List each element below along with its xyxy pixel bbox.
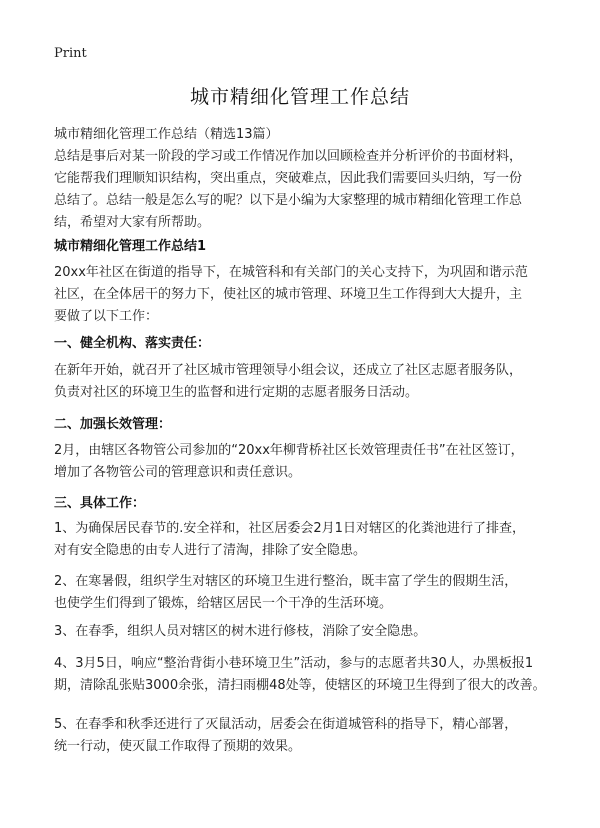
intro-line: 结，希望对大家有所帮助。 [54, 215, 211, 230]
list-item-line: 1、为确保居民春节的.安全祥和，社区居委会2月1日对辖区的化粪池进行了排查， [54, 521, 525, 536]
paragraph-line: 负责对社区的环境卫生的监督和进行定期的志愿者服务日活动。 [54, 385, 419, 400]
list-item-3 [54, 621, 554, 643]
intro-paragraph [54, 146, 554, 234]
list-item-line: 统一行动，使灭鼠工作取得了预期的效果。 [54, 739, 302, 754]
list-item-line: 4、3月5日，响应“整治背街小巷环境卫生”活动，参与的志愿者共30人，办黑板报1 [54, 656, 534, 671]
heading-1: 一、健全机构、落实责任： [54, 336, 211, 351]
subtitle: 城市精细化管理工作总结（精选13篇） [54, 127, 279, 142]
paragraph-2 [54, 440, 554, 484]
paragraph-line: 增加了各物管公司的管理意识和责任意识。 [54, 465, 302, 480]
list-item-line: 3、在春季，组织人员对辖区的树木进行修枝，消除了安全隐患。 [54, 624, 427, 639]
list-item-line: 也使学生们得到了锻炼，给辖区居民一个干净的生活环境。 [54, 596, 393, 611]
intro-line: 总结是事后对某一阶段的学习或工作情况作加以回顾检查并分析评价的书面材料， [54, 149, 523, 164]
section-intro-line: 要做了以下工作： [54, 309, 159, 324]
section-title: 城市精细化管理工作总结1 [54, 239, 207, 254]
paragraph-1 [54, 360, 554, 404]
heading-2: 二、加强长效管理： [54, 417, 172, 432]
list-item-line: 2、在寒暑假，组织学生对辖区的环境卫生进行整治，既丰富了学生的假期生活， [54, 574, 518, 589]
paragraph-line: 2月，由辖区各物管公司参加的“20xx年柳背桥社区长效管理责任书”在社区签订， [54, 443, 524, 458]
list-item-2 [54, 571, 554, 615]
section-intro-paragraph [54, 262, 554, 328]
list-item-line: 5、在春季和秋季还进行了灭鼠活动，居委会在街道城管科的指导下，精心部署， [54, 717, 518, 732]
print-label: Print [54, 46, 87, 61]
list-item-1 [54, 518, 554, 562]
paragraph-line: 在新年开始，就召开了社区城市管理领导小组会议，还成立了社区志愿者服务队， [54, 363, 523, 378]
section-intro-line: 社区，在全体居干的努力下，使社区的城市管理、环境卫生工作得到大大提升，主 [54, 287, 523, 302]
list-item-4 [54, 653, 554, 697]
heading-3: 三、具体工作： [54, 496, 146, 511]
list-item-line: 期，清除乱张贴3000余张，清扫雨棚48处等，使辖区的环境卫生得到了很大的改善。 [54, 678, 546, 693]
section-intro-line: 20xx年社区在街道的指导下，在城管科和有关部门的关心支持下，为巩固和谐示范 [54, 265, 528, 280]
list-item-5 [54, 714, 554, 758]
intro-line: 它能帮我们理顺知识结构，突出重点，突破难点，因此我们需要回头归纳，写一份 [54, 171, 523, 186]
page-title: 城市精细化管理工作总结 [189, 86, 410, 108]
list-item-line: 对有安全隐患的由专人进行了清淘，排除了安全隐患。 [54, 543, 367, 558]
intro-line: 总结了。总结一般是怎么写的呢？以下是小编为大家整理的城市精细化管理工作总 [54, 193, 523, 208]
